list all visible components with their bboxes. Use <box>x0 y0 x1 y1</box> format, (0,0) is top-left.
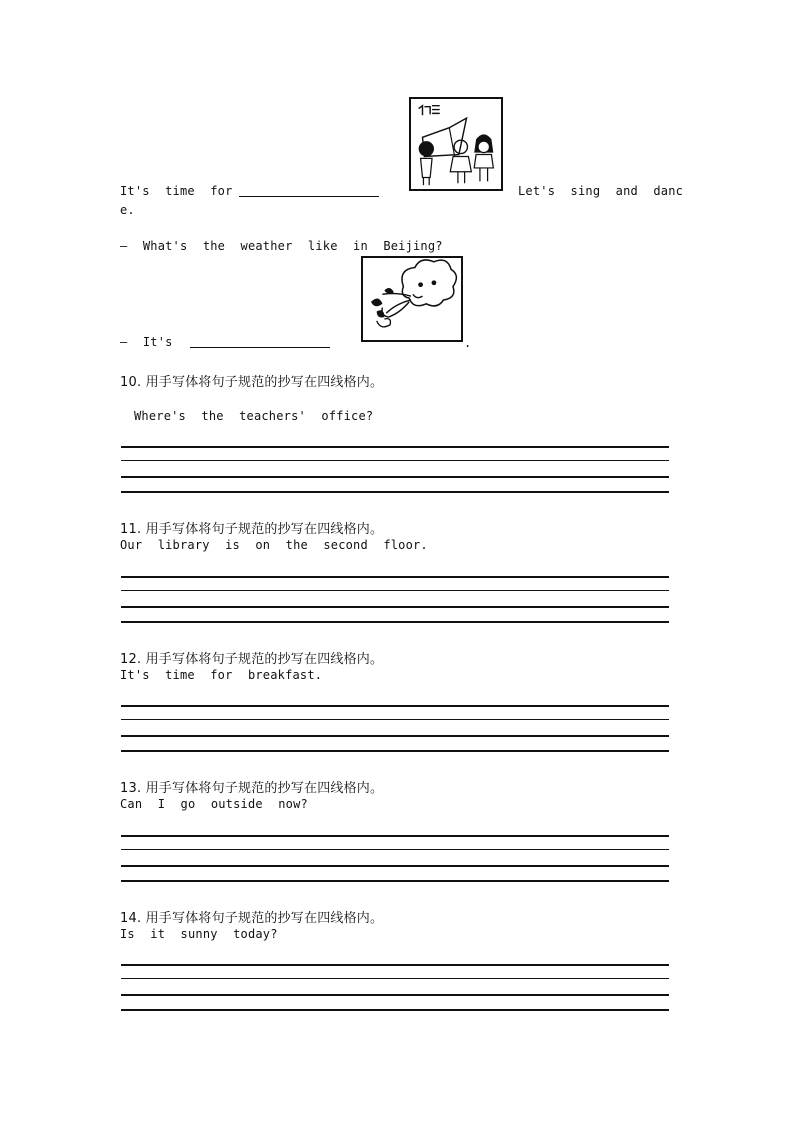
weather-answer-prefix: — It's <box>120 335 173 349</box>
task-12-four-line-grid[interactable] <box>121 705 669 753</box>
task-14-heading: 14. 用手写体将句子规范的抄写在四线格内。 <box>120 911 384 926</box>
time-question-prefix: It's time for <box>120 184 233 198</box>
children-singing-piano-icon <box>409 97 503 191</box>
task-13-sentence: Can I go outside now? <box>120 797 308 811</box>
task-12-sentence: It's time for breakfast. <box>120 668 323 682</box>
weather-question: — What's the weather like in Beijing? <box>120 239 443 253</box>
task-13-four-line-grid[interactable] <box>121 835 669 883</box>
task-10-heading: 10. 用手写体将句子规范的抄写在四线格内。 <box>120 375 384 390</box>
time-question-suffix: Let's sing and danc <box>518 184 684 198</box>
task-12-heading: 12. 用手写体将句子规范的抄写在四线格内。 <box>120 652 384 667</box>
task-11-four-line-grid[interactable] <box>121 576 669 624</box>
task-11-sentence: Our library is on the second floor. <box>120 538 428 552</box>
windy-cloud-icon <box>361 256 463 342</box>
task-13-heading: 13. 用手写体将句子规范的抄写在四线格内。 <box>120 781 384 796</box>
time-answer-blank[interactable] <box>239 196 379 197</box>
time-question-wrap: e. <box>120 203 135 217</box>
task-11-heading: 11. 用手写体将句子规范的抄写在四线格内。 <box>120 522 384 537</box>
task-14-four-line-grid[interactable] <box>121 964 669 1012</box>
weather-answer-period: . <box>464 336 472 350</box>
weather-answer-blank[interactable] <box>190 347 330 348</box>
task-10-four-line-grid[interactable] <box>121 446 669 494</box>
task-14-sentence: Is it sunny today? <box>120 927 278 941</box>
task-10-sentence: Where's the teachers' office? <box>134 409 374 423</box>
